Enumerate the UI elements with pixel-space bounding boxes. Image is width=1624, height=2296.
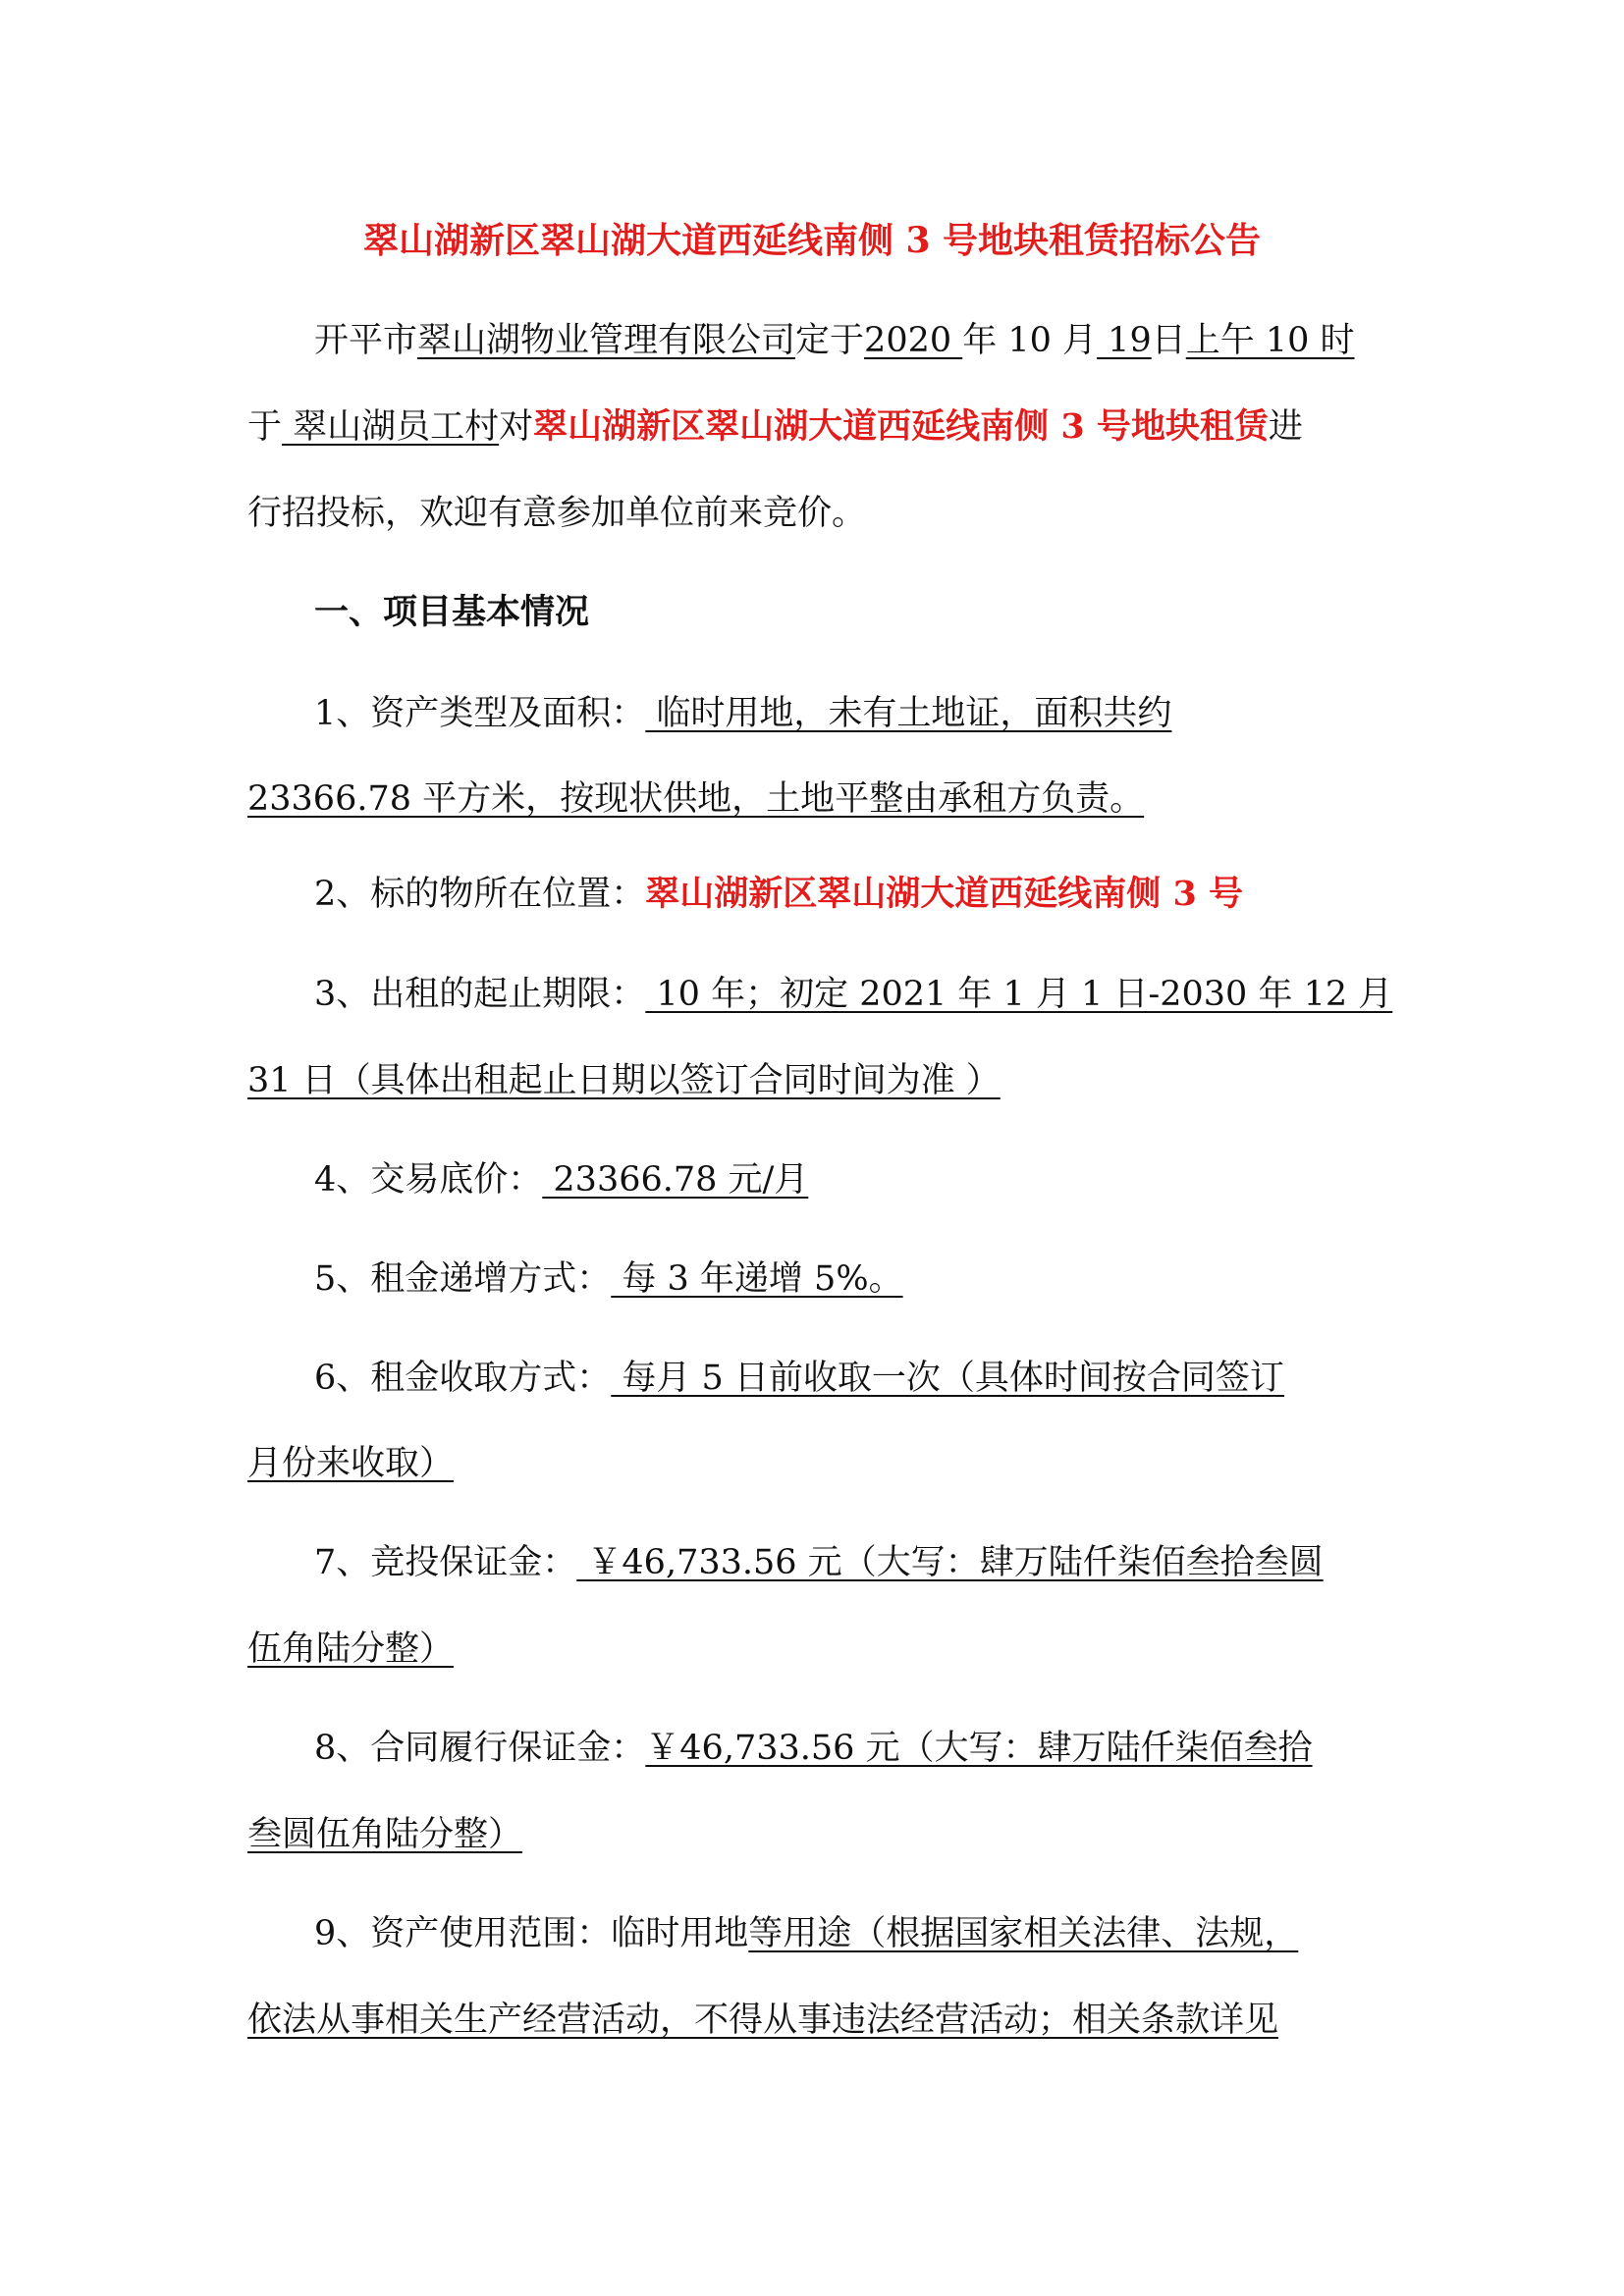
item-label: 6、租金收取方式：: [314, 1359, 612, 1398]
item-value: 31 日（具体出租起止日期以签订合同时间为准 ）: [247, 1061, 1001, 1100]
item-label: 5、租金递增方式：: [314, 1259, 612, 1299]
item-value: 23366.78 元/月: [542, 1160, 809, 1200]
intro-text: 开平市: [314, 321, 418, 360]
item-value: ￥46,733.56 元（大写：肆万陆仟柒佰叁拾: [645, 1729, 1313, 1768]
item-8-line-1: [314, 1725, 1313, 1772]
item-value: 每月 5 日前收取一次（具体时间按合同签订: [611, 1359, 1284, 1398]
item-label: 3、出租的起止期限：: [314, 975, 646, 1014]
item-label: 7、竞投保证金：: [314, 1543, 577, 1582]
item-label: 8、合同履行保证金：: [314, 1729, 646, 1768]
item-value: 叁圆伍角陆分整）: [247, 1815, 523, 1854]
item-value: 10 年；初定 2021 年 1 月 1 日-2030 年 12 月: [645, 975, 1393, 1014]
intro-line-2: [247, 403, 1303, 451]
item-value: 依法从事相关生产经营活动，不得从事违法经营活动；相关条款详见: [247, 2001, 1279, 2040]
item-9-line-1: [314, 1910, 1298, 1957]
item-value: 等用途（根据国家相关法律、法规，: [748, 1914, 1299, 1953]
bid-time: 上午 10 时: [1185, 321, 1355, 360]
bid-day: 19: [1097, 321, 1152, 360]
item-6-line-2: [247, 1440, 454, 1487]
item-value: 23366.78 平方米，按现状供地，土地平整由承租方负责。: [247, 779, 1145, 819]
bid-subject: 翠山湖新区翠山湖大道西延线南侧 3 号地块租赁: [533, 406, 1269, 447]
item-1-line-1: [314, 690, 1171, 737]
item-7-line-2: [247, 1626, 454, 1673]
intro-text: 日: [1151, 321, 1186, 360]
item-1-line-2: [247, 775, 1144, 823]
item-4-line: [314, 1156, 808, 1203]
intro-line-1: [314, 317, 1355, 364]
item-value: 每 3 年递增 5%。: [611, 1259, 903, 1299]
item-7-line-1: [314, 1539, 1324, 1586]
intro-text: 年 10 月: [962, 321, 1098, 360]
intro-text: 定于: [795, 321, 865, 360]
intro-text: 进: [1268, 407, 1303, 447]
document-title: 翠山湖新区翠山湖大道西延线南侧 3 号地块租赁招标公告: [362, 220, 1262, 261]
item-label: 9、资产使用范围：临时用地: [314, 1914, 749, 1953]
item-3-line-2: [247, 1057, 1001, 1104]
item-label: 1、资产类型及面积：: [314, 694, 646, 733]
item-6-line-1: [314, 1355, 1284, 1402]
item-value: ￥46,733.56 元（大写：肆万陆仟柒佰叁拾叁圆: [576, 1543, 1324, 1582]
item-value: 伍角陆分整）: [247, 1629, 455, 1669]
section-heading: 一、项目基本情况: [314, 592, 590, 632]
item-9-line-2: [247, 1997, 1278, 2044]
item-value: 临时用地，未有土地证，面积共约: [645, 694, 1172, 733]
item-2-line: [314, 871, 1243, 918]
item-5-line: [314, 1255, 903, 1303]
item-value: 月份来收取）: [247, 1444, 455, 1483]
item-8-line-2: [247, 1811, 522, 1858]
bid-place: 翠山湖员工村: [282, 407, 500, 447]
item-label: 4、交易底价：: [314, 1160, 543, 1200]
intro-line-3: 行招投标，欢迎有意参加单位前来竞价。: [247, 494, 867, 533]
item-3-line-1: [314, 971, 1392, 1018]
bid-year: 2020: [864, 321, 963, 360]
company-name: 翠山湖物业管理有限公司: [417, 321, 796, 360]
intro-text: 对: [499, 407, 534, 447]
intro-text: 于: [247, 407, 283, 447]
item-location-value: 翠山湖新区翠山湖大道西延线南侧 3 号: [645, 874, 1244, 914]
item-label: 2、标的物所在位置：: [314, 875, 646, 914]
